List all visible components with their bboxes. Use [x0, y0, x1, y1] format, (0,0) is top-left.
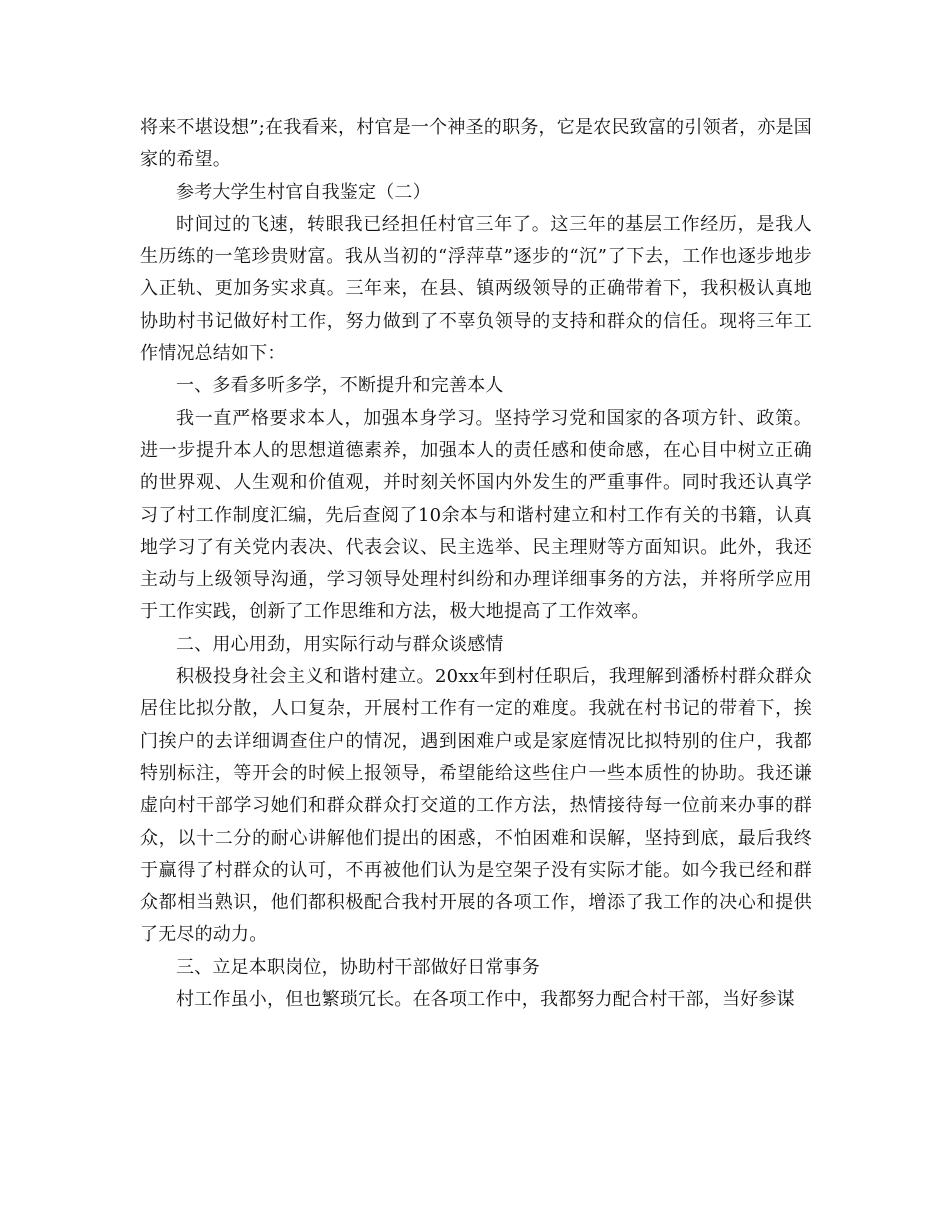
paragraph-duties: 村工作虽小，但也繁琐冗长。在各项工作中，我都努力配合村干部，当好参谋 — [176, 989, 795, 1011]
section-heading-1: 一、多看多听多学，不断提升和完善本人 — [176, 375, 504, 397]
paragraph-community: 积极投身社会主义和谐村建立。20xx年到村任职后，我理解到潘桥村群众群众居住比拟分散，人口复杂，开展村工作有一定的难度。我就在村书记的带着下，挨门挨户的去详细调查住户的情况，遇到困难户或是家庭情况比拟特别的住户，我都特别标注，等开会的时候上报领导，希望能给这些住户一些本质性的协助。我还谦虚向村干部学习她们和群众群众打交道的工作方法，热情接待每一位前来办事的群众，以十二分的耐心讲解他们提出的困惑，不怕困难和误解，坚持到底，最后我终于赢得了村群众的认可，不再被他们认为是空架子没有实际才能。如今我已经和群众都相当熟识，他们都积极配合我村开展的各项工作，增添了我工作的决心和提供了无尽的动力。 — [140, 666, 812, 946]
paragraph-continuation: 将来不堪设想”;在我看来，村官是一个神圣的职务，它是农民致富的引领者，亦是国家的希望。 — [140, 117, 812, 171]
paragraph-study: 我一直严格要求本人，加强本身学习。坚持学习党和国家的各项方针、政策。进一步提升本人的思想道德素养，加强本人的责任感和使命感，在心目中树立正确的世界观、人生观和价值观，并时刻关怀国内外发生的严重事件。同时我还认真学习了村工作制度汇编，先后查阅了10余本与和谐村建立和村工作有关的书籍，认真地学习了有关党内表决、代表会议、民主选举、民主理财等方面知识。此外，我还主动与上级领导沟通，学习领导处理村纠纷和办理详细事务的方法，并将所学应用于工作实践，创新了工作思维和方法，极大地提高了工作效率。 — [140, 407, 812, 623]
paragraph-intro: 时间过的飞速，转眼我已经担任村官三年了。这三年的基层工作经历，是我人生历练的一笔珍贵财富。我从当初的“浮萍草”逐步的“沉”了下去，工作也逐步地步入正轨、更加务实求真。三年来，在县、镇两级领导的正确带着下，我积极认真地协助村书记做好村工作，努力做到了不辜负领导的支持和群众的信任。现将三年工作情况总结如下： — [140, 213, 812, 365]
section-heading-2: 二、用心用劲，用实际行动与群众谈感情 — [176, 633, 504, 655]
document-page — [140, 112, 812, 1016]
section-heading-3: 三、立足本职岗位，协助村干部做好日常事务 — [176, 956, 540, 978]
section-title: 参考大学生村官自我鉴定（二） — [176, 181, 431, 203]
